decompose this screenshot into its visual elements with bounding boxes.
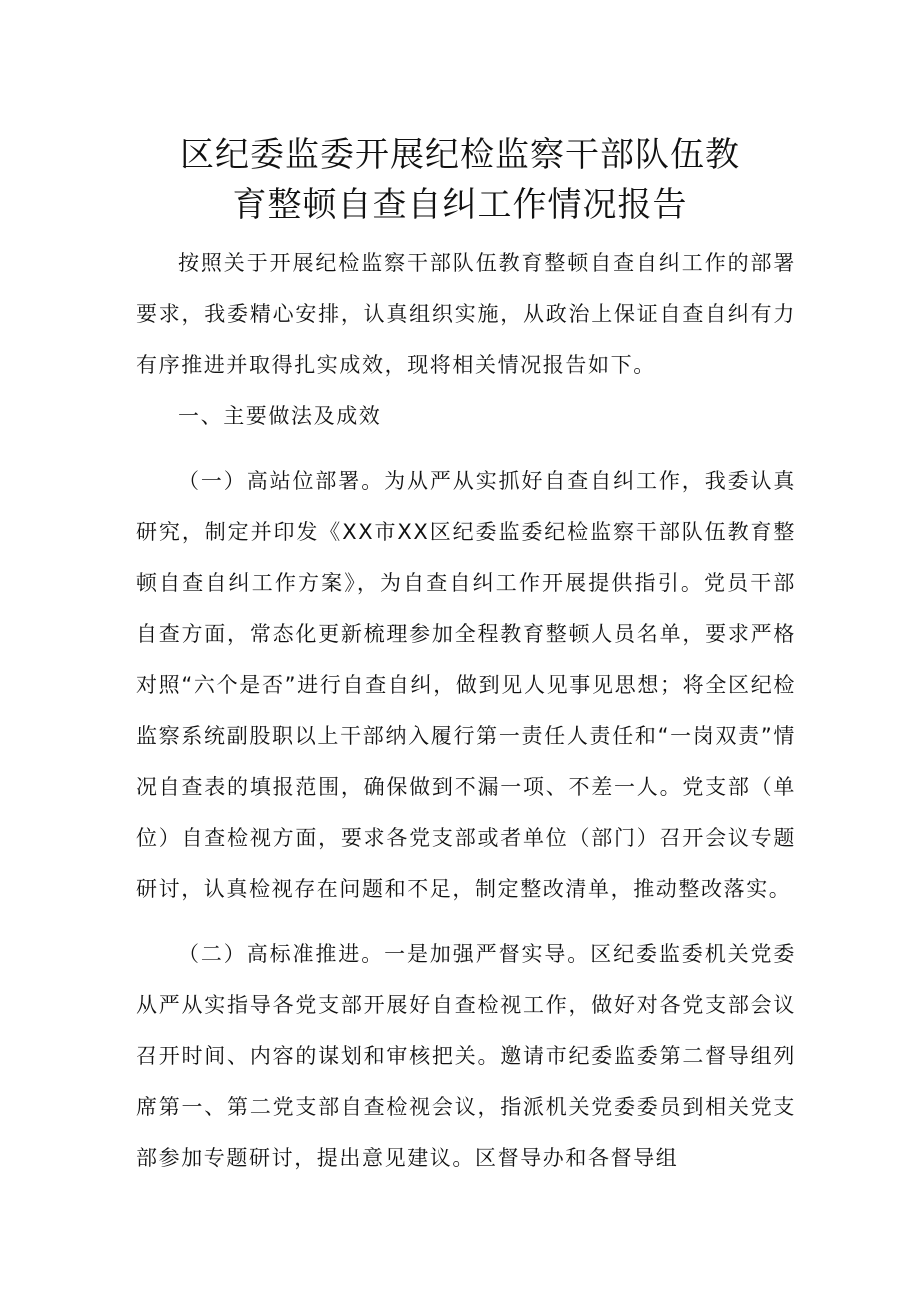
paragraph-2: （二）高标准推进。一是加强严督实导。区纪委监委机关党委从严从实指导各党支部开展好自查检视工作，做好对各党支部会议召开时间、内容的谋划和审核把关。邀请市纪委监委第二督导组列席第一、第二党支部自查检视会议，指派机关党委委员到相关党支部参加专题研讨，提出意见建议。区督导办和各督导组 — [136, 942, 796, 1170]
section-heading: 一、主要做法及成效 — [178, 404, 382, 428]
title-line-1: 区纪委监委开展纪检监察干部队伍教 — [180, 135, 740, 175]
intro-paragraph: 按照关于开展纪检监察干部队伍教育整顿自查自纠工作的部署要求，我委精心安排，认真组织实施，从政治上保证自查自纠有力有序推进并取得扎实成效，现将相关情况报告如下。 — [136, 251, 796, 377]
document-body — [136, 238, 796, 1184]
document-title — [120, 130, 800, 230]
paragraph-1: （一）高站位部署。为从严从实抓好自查自纠工作，我委认真研究，制定并印发《XX市XX区纪委监委纪检监察干部队伍教育整顿自查自纠工作方案》，为自查自纠工作开展提供指引。党员干部自查方面，常态化更新梳理参加全程教育整顿人员名单，要求严格对照“六个是否”进行自查自纠，做到见人见事见思想；将全区纪检监察系统副股职以上干部纳入履行第一责任人责任和“一岗双责”情况自查表的填报范围，确保做到不漏一项、不差一人。党支部（单位）自查检视方面，要求各党支部或者单位（部门）召开会议专题研讨，认真检视存在问题和不足，制定整改清单，推动整改落实。 — [136, 469, 796, 901]
title-line-2: 育整顿自查自纠工作情况报告 — [232, 185, 688, 225]
